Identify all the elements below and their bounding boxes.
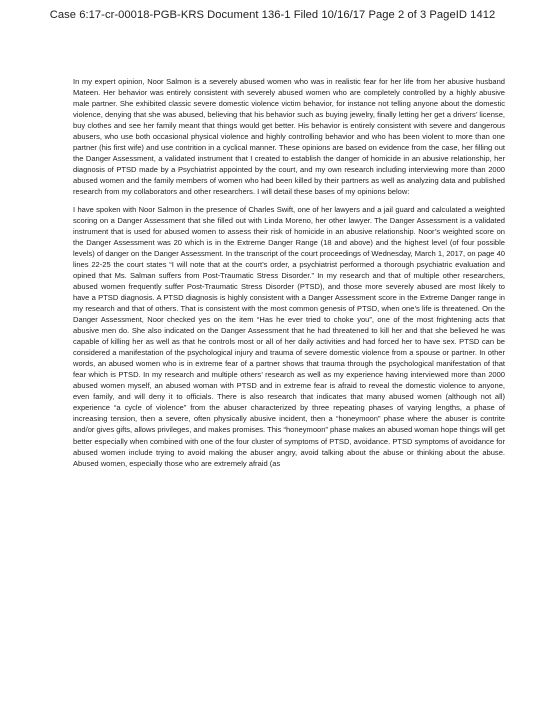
paragraph-danger-assessment: I have spoken with Noor Salmon in the presence of Charles Swift, one of her lawyers and a jail guard and calculated a weighted scoring on a Danger Assessment that she filled out with Linda Moreno, her other lawyer. The Danger Assessment is a validated instrument that is used for abused women to assess their risk of homicide in an abusive relationship. Noor’s weighted score on the Danger Assessment was 20 which is in the Extreme Danger Range (18 and above) and the highest level (of four possible levels) of danger on the Danger Assessment. In the transcript of the court proceedings of Wednesday, March 1, 2017, on page 40 lines 22-25 the court states “I will note that at the court’s order, a psychiatrist performed a thorough psychiatric evaluation and opined that Ms. Salman suffers from Post-Traumatic Stress Disorder.” In my research and that of multiple other researchers, abused women frequently suffer Post-Traumatic Stress Disorder (PTSD), and those more severely abused are most likely to have a PTSD diagnosis. A PTSD diagnosis is highly consistent with a Danger Assessment score in the Extreme Danger range in my research and that of others. That is consistent with the most common genesis of PTSD, when one’s life is threatened. On the Danger Assessment, Noor checked yes on the item “Has he ever tried to choke you”, one of the most frightening acts that abusive men do. She also indicated on the Danger Assessment that he had threatened to kill her and that she believed he was capable of killing her as well as that he controls most or all of her daily activities and had forced her to have sex. PTSD can be considered a manifestation of the psychological injury and trauma of severe domestic violence from a spouse or partner. In other words, an abused women who is in extreme fear of a partner shows that trauma through the psychological manifestation of that fear which is PTSD. In my research and multiple others’ research as well as my experience having interviewed more than 2000 abused women myself, an abused woman with PTSD and in extreme fear is afraid to reveal the domestic violence to anyone, even family, and will deny it to officials. There is also research that indicates that many abused women (although not all) experience “a cycle of violence” from the abuser characterized by three repeating phases of varying lengths, a phase of increasing tension, then a severe, often physically abusive incident, then a “honeymoon” phase where the abuser is contrite and/or gives gifts, allows privileges, and makes promises. This “honeymoon” phase makes an abused woman hope things will get better especially when combined with one of the four cluster of symptoms of PTSD, avoidance. PTSD symptoms of avoidance for abused women include trying to avoid making the abuser angry, avoid talking about the abuse or thinking about the abuse. Abused women, especially those who are extremely afraid (as: [73, 204, 505, 468]
case-header: Case 6:17-cr-00018-PGB-KRS Document 136-1 Filed 10/16/17 Page 2 of 3 PageID 1412: [49, 9, 496, 21]
paragraph-expert-opinion: In my expert opinion, Noor Salmon is a severely abused women who was in realistic fear for her life from her abusive husband Mateen. Her behavior was entirely consistent with severely abused women who are completely controlled by a highly abusive male partner. She exhibited classic severe domestic violence victim behavior, for instance not telling anyone about the domestic violence, denying that she was abused, believing that his behavior such as buying jewelry, finally letting her get a drivers’ license, buy clothes and see her family meant that things would get better. His behavior is entirely consistent with severe and dangerous abusers, who use both occasional physical violence and highly controlling behavior and who has been violent to more than one partner (his first wife) and use contrition in a cyclical manner. These opinions are based on evidence from the case, her filling out the Danger Assessment, a validated instrument that I created to establish the danger of homicide in an abusive relationship, her diagnosis of PTSD made by a Psychiatrist appointed by the court, and my own research including interviewing more than 2000 abused women and the family members of women who had been killed by their partners as well as analyzing data and published research from my collaborators and other researchers. I will detail these bases of my opinions below:: [73, 77, 505, 197]
document-body: [73, 76, 505, 475]
